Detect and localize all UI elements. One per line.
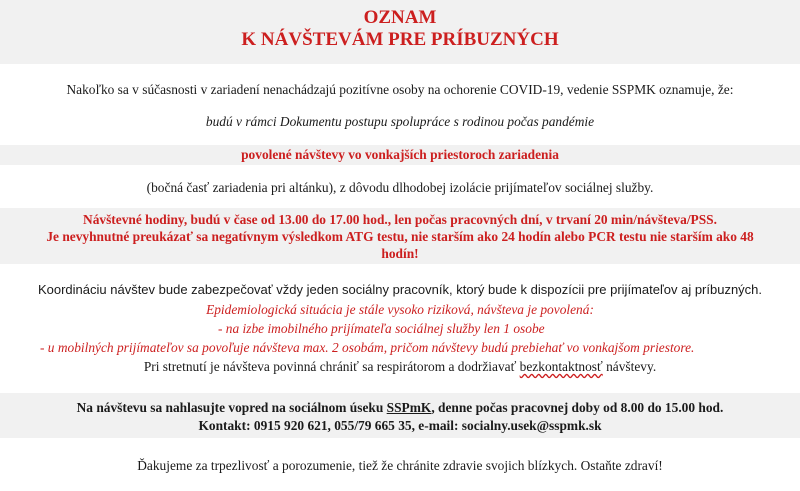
protection-text bbox=[0, 359, 800, 375]
epidemiology-line: Epidemiologická situácia je stále vysoko riziková, návšteva je povolená: bbox=[206, 302, 594, 317]
thanks-text: Ďakujeme za trpezlivosť a porozumenie, tiež že chránite zdravie svojich blízkych. Ostaňte zdraví! bbox=[137, 458, 663, 473]
protection-text-end: návštevy. bbox=[602, 359, 657, 374]
title-band bbox=[0, 0, 800, 64]
signup-text-start: Na návštevu sa nahlasujte vopred na sociálnom úseku bbox=[76, 400, 387, 415]
notice-subtitle: K NÁVŠTEVÁM PRE PRÍBUZNÝCH bbox=[241, 29, 559, 50]
protection-underlined-term: bezkontaktnosť bbox=[519, 359, 603, 374]
coordination-text: Koordináciu návštev bude zabezpečovať vždy jeden sociálny pracovník, ktorý bude k dispozícii pre prijímateľov aj príbuzných. bbox=[37, 282, 763, 297]
visiting-hours-line1: Návštevné hodiny, budú v čase od 13.00 do 17.00 hod., len počas pracovných dní, v trvaní 20 min/návšteva/PSS. bbox=[83, 212, 717, 227]
permitted-visits: povolené návštevy vo vonkajších priestoroch zariadenia bbox=[241, 147, 559, 162]
epidemiology-bullet-2: - u mobilných prijímateľov sa povoľuje návšteva max. 2 osobám, pričom návštevy budú prebiehať vo vonkajšom priestore. bbox=[40, 340, 695, 355]
signup-org: SSPmK bbox=[386, 400, 432, 415]
signup-text bbox=[0, 400, 800, 416]
visiting-hours-line3: hodín! bbox=[381, 246, 419, 261]
contact-info: Kontakt: 0915 920 621, 055/79 665 35, e-mail: socialny.usek@sspmk.sk bbox=[198, 418, 602, 433]
notice-title: OZNAM bbox=[363, 7, 437, 28]
protection-text-start: Pri stretnutí je návšteva povinná chrániť sa respirátorom a dodržiavať bbox=[143, 359, 520, 374]
rules-line: budú v rámci Dokumentu postupu spolupráce s rodinou počas pandémie bbox=[205, 114, 595, 129]
epidemiology-bullet-1: - na izbe imobilného prijímateľa sociálnej služby len 1 osobe bbox=[218, 321, 545, 336]
location-note: (bočná časť zariadenia pri altánku), z dôvodu dlhodobej izolácie prijímateľov sociálnej služby. bbox=[146, 180, 654, 195]
signup-text-end: , denne počas pracovnej doby od 8.00 do 15.00 hod. bbox=[431, 400, 724, 415]
visiting-hours-line2: Je nevyhnutné preukázať sa negatívnym výsledkom ATG testu, nie starším ako 24 hodín alebo PCR testu nie starším ako 48 bbox=[46, 229, 754, 244]
intro-text: Nakoľko sa v súčasnosti v zariadení nenachádzajú pozitívne osoby na ochorenie COVID-19, vedenie SSPMK oznamuje, že: bbox=[66, 82, 734, 97]
